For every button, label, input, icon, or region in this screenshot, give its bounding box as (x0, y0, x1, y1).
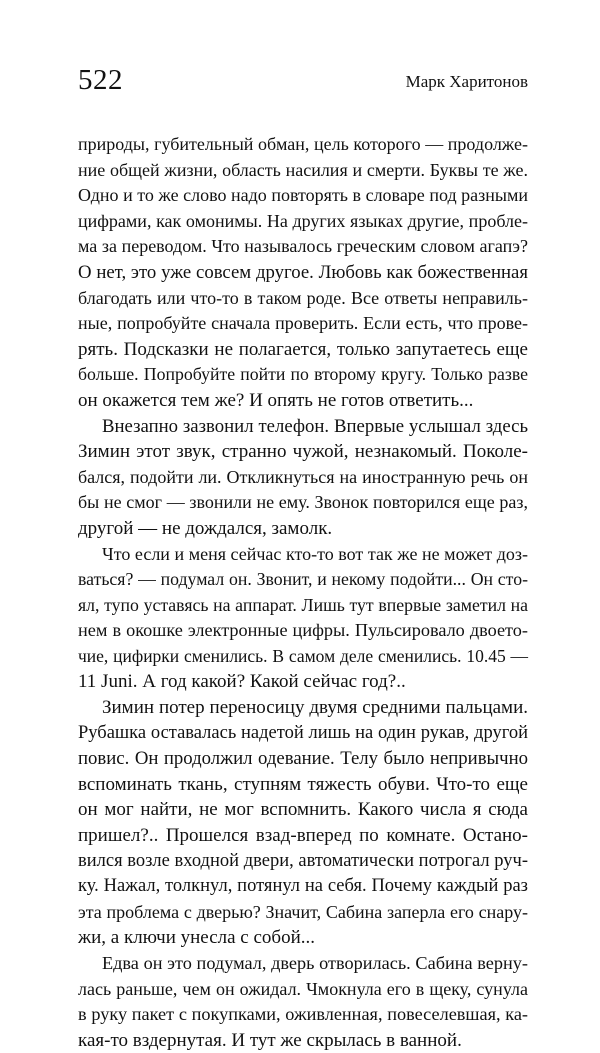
text-line: бы не смог — звонили не ему. Звонок повторился еще раз, (78, 492, 528, 513)
text-line: Едва он это подумал, дверь отворилась. Сабина верну- (102, 953, 528, 973)
text-line: в руку пакет с покупками, оживленная, повеселевшая, ка- (78, 1004, 528, 1025)
body-text (78, 132, 528, 1053)
running-head: Марк Харитонов (405, 72, 528, 91)
text-line: больше. Попробуйте пойти по второму кругу. Только разве (78, 364, 528, 385)
text-line: Зимин этот звук, странно чужой, незнакомый. Поколе- (78, 441, 528, 463)
text-line: ку. Нажал, толкнул, потянул на себя. Почему каждый раз (78, 876, 528, 897)
text-line: Внезапно зазвонил телефон. Впервые услышал здесь (102, 415, 528, 437)
text-line: Одно и то же слово надо повторять в словаре под разными (78, 185, 528, 206)
text-line: ма за переводом. Что называлось греческим словом агапэ? (78, 236, 528, 257)
text-line: вспоминать ткань, ступням тяжесть обуви. Что-то еще (78, 773, 528, 795)
text-line: пришел?.. Прошелся взад-вперед по комнате. Остано- (78, 825, 528, 847)
text-line: другой — не дождался, замолк. (78, 517, 333, 539)
text-line: кая-то вздернутая. И тут же скрылась в ванной. (78, 1029, 462, 1051)
text-line: ваться? — подумал он. Звонит, и некому подойти... Он сто- (78, 569, 528, 590)
text-line: ные, попробуйте сначала проверить. Если есть, что прове- (78, 313, 528, 334)
text-line: он мог найти, не мог вспомнить. Какого числа я сюда (78, 799, 528, 821)
text-line: благодать или что-то в таком роде. Все ответы неправиль- (78, 287, 528, 308)
page-number: 522 (78, 64, 123, 96)
page-header (78, 64, 528, 104)
text-line: нем в окошке электронные цифры. Пульсировало двоето- (78, 620, 528, 641)
text-line: жи, а ключи унесла с собой... (78, 927, 316, 949)
text-line: ние общей жизни, область насилия и смерти. Буквы те же. (78, 159, 528, 180)
text-line: Что если и меня сейчас кто-то вот так же не может доз- (102, 543, 528, 564)
text-line: эта проблема с дверью? Значит, Сабина заперла его снару- (78, 901, 528, 922)
text-line: повис. Он продолжил одевание. Телу было непривычно (78, 748, 528, 770)
text-line: Рубашка оставалась надетой лишь на один рукав, другой (78, 722, 528, 743)
text-line: Зимин потер переносицу двумя средними пальцами. (102, 697, 528, 719)
text-line: природы, губительный обман, цель которого — продолже- (78, 134, 528, 154)
text-line: О нет, это уже совсем другое. Любовь как божественная (78, 261, 528, 283)
text-line: лась раньше, чем он ожидал. Чмокнула его в щеку, сунула (78, 978, 528, 999)
text-line: бался, подойти ли. Откликнуться на иностранную речь он (78, 466, 528, 487)
text-line: цифрами, как омонимы. На других языках другие, пробле- (78, 210, 528, 231)
text-line: чие, цифирки сменились. В самом деле сменились. 10.45 — (78, 645, 528, 666)
text-line: ял, тупо уставясь на аппарат. Лишь тут впервые заметил на (78, 594, 528, 615)
text-line: рять. Подсказки не полагается, только запутаетесь еще (78, 338, 528, 360)
text-line: он окажется тем же? И опять не готов ответить... (78, 389, 474, 411)
text-line: 11 Juni. А год какой? Какой сейчас год?.. (78, 671, 406, 693)
text-line: вился возле входной двери, автоматически потрогал руч- (78, 850, 528, 871)
